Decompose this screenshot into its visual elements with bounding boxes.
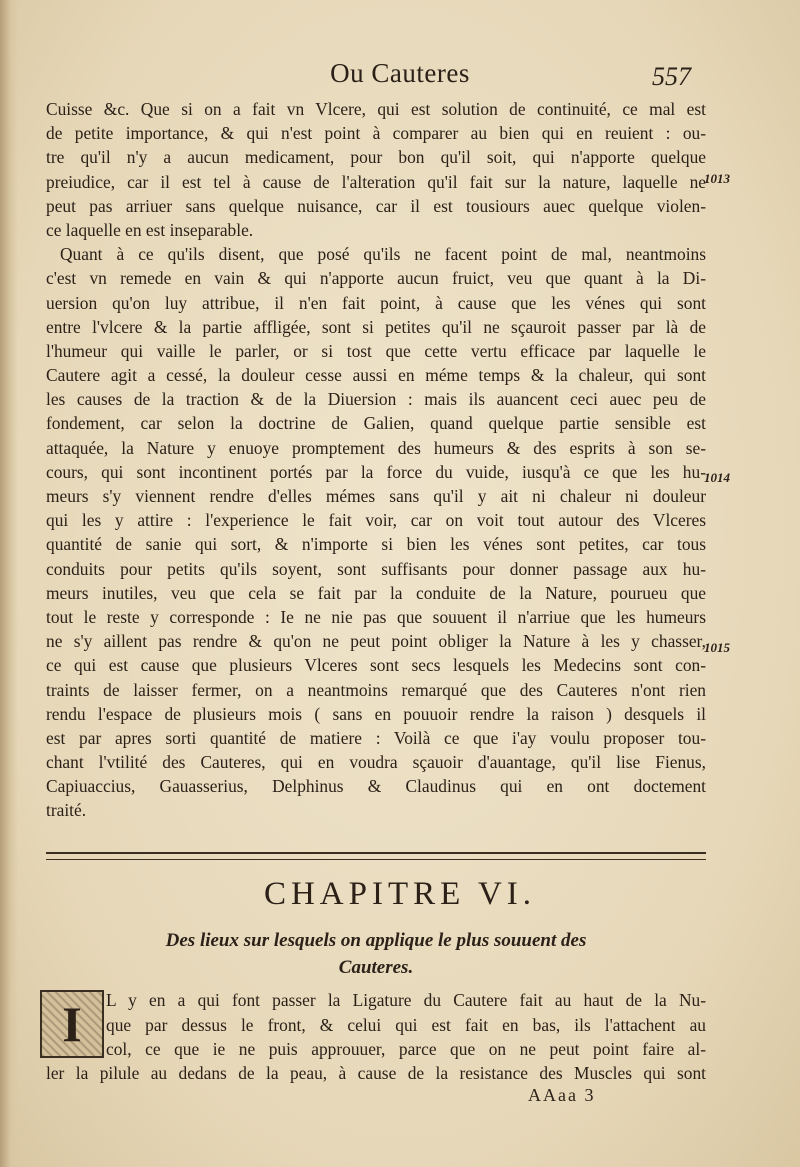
text-line: Quant à ce qu'ils disent, que posé qu'ils ne facent point de mal, neantmoins — [60, 244, 706, 265]
text-line: qui les y attire : l'experience le fait voir, car on voit tout autour des Vlceres — [46, 510, 706, 531]
text-line: tre qu'il n'y a aucun medicament, pour bon qu'il soit, qui n'apporte quelque — [46, 147, 706, 168]
text-line: que par dessus le front, & celui qui est fait en bas, ils l'attachent au — [106, 1014, 706, 1035]
text-line: uersion qu'on luy attribue, il n'en fait point, à cause que les vénes qui sont — [46, 292, 706, 313]
text-line: meurs inutiles, veu que cela se fait par la conduite de la Nature, pourueu que — [46, 582, 706, 603]
text-line: meurs s'y viennent rendre d'elles mémes sans qu'il y ait ni chaleur ni douleur — [46, 486, 706, 506]
text-line: preiudice, car il est tel à cause de l'alteration qu'il fait sur la nature, laquelle ne — [46, 171, 706, 192]
text-line: peut pas arriuer sans quelque nuisance, car il est tousiours auec quelque violen- — [46, 195, 706, 216]
text-line: fondement, car selon la doctrine de Galien, quand quelque partie sensible est — [46, 413, 706, 434]
page-number: 557 — [652, 62, 691, 91]
text-line: l'humeur qui vaille le parler, or si tost que cette vertu efficace par laquelle le — [46, 340, 706, 361]
text-line: ce qui est cause que plusieurs Vlceres sont secs lesquels les Medecins sont con- — [46, 655, 706, 676]
chapter-subtitle-line: Des lieux sur lesquels on applique le plus souuent des — [165, 930, 587, 951]
chapter-subtitle-line: Cauteres. — [338, 957, 414, 978]
text-line: Cautere agit a cessé, la douleur cesse aussi en méme temps & la chaleur, qui sont — [46, 365, 706, 386]
text-line: ne s'y aillent pas rendre & qu'on ne peut point obliger la Nature à les y chasser, — [46, 631, 706, 652]
text-line: traité. — [46, 800, 87, 821]
running-head: Ou Cauteres — [330, 58, 470, 88]
text-line: L y en a qui font passer la Ligature du Cautere fait au haut de la Nu- — [106, 990, 706, 1010]
margin-note: 1013 — [704, 171, 730, 186]
margin-note: 1015 — [704, 640, 730, 655]
text-line: ce laquelle en est inseparable. — [46, 219, 254, 240]
text-line: Capiuaccius, Gauasserius, Delphinus & Claudinus qui en ont doctement — [46, 776, 706, 797]
gutter-shadow — [0, 0, 18, 1167]
text-line: col, ce que ie ne puis approuuer, parce que on ne peut point faire al- — [106, 1039, 706, 1059]
text-line: tout le reste y corresponde : Ie ne nie pas que souuent il n'arriue que les humeurs — [46, 606, 706, 627]
text-line: entre l'vlcere & la partie affligée, sont si petites qu'il ne sçauroit passer par là de — [46, 316, 706, 337]
margin-note: 1014 — [704, 470, 730, 485]
text-line: traints de laisser fermer, on a neantmoins remarqué que des Cauteres n'ont rien — [46, 679, 706, 700]
decorated-initial: I — [40, 990, 104, 1058]
paragraph-2 — [106, 988, 706, 1062]
text-line: quantité de sanie qui sort, & n'importe si bien les vénes sont petites, car tous — [46, 534, 706, 555]
text-line: Cuisse &c. Que si on a fait vn Vlcere, qui est solution de continuité, ce mal est — [46, 99, 706, 119]
text-line: conduits pour petits qu'ils soyent, sont suffisants pour donner passage aux hu- — [46, 558, 706, 579]
text-line: rendu l'espace de plusieurs mois ( sans en pouuoir rendre la raison ) desquels il — [46, 703, 706, 724]
text-line: de petite importance, & qui n'est point à comparer au bien qui en reuient : ou- — [46, 123, 706, 144]
text-line: attaquée, la Nature y enuoye promptement des humeurs & des esprits à son se- — [46, 437, 706, 458]
text-line: c'est vn remede en vain & qui n'apporte aucun fruict, veu que quant à la Di- — [46, 268, 706, 289]
text-line: ler la pilule au dedans de la peau, à cause de la resistance des Muscles qui sont — [46, 1063, 706, 1083]
chapter-title: CHAPITRE VI. — [263, 876, 537, 912]
paragraph-1 — [46, 97, 706, 823]
signature-mark: AAaa 3 — [528, 1085, 596, 1105]
text-line: est par apres sorti quantité de matiere : Voilà ce que i'ay voulu proposer tou- — [46, 727, 706, 748]
text-line: chant l'vtilité des Cauteres, qui en voudra sçauoir d'auantage, qu'il lise Fienus, — [46, 752, 706, 773]
paragraph-2-continued — [46, 1061, 706, 1086]
text-line: les causes de la traction & de la Diuersion : mais ils auancent ceci auec peu de — [46, 389, 706, 410]
text-line: cours, qui sont incontinent portés par la force du vuide, iusqu'à ce que les hu- — [46, 461, 706, 482]
section-rule — [46, 852, 706, 860]
